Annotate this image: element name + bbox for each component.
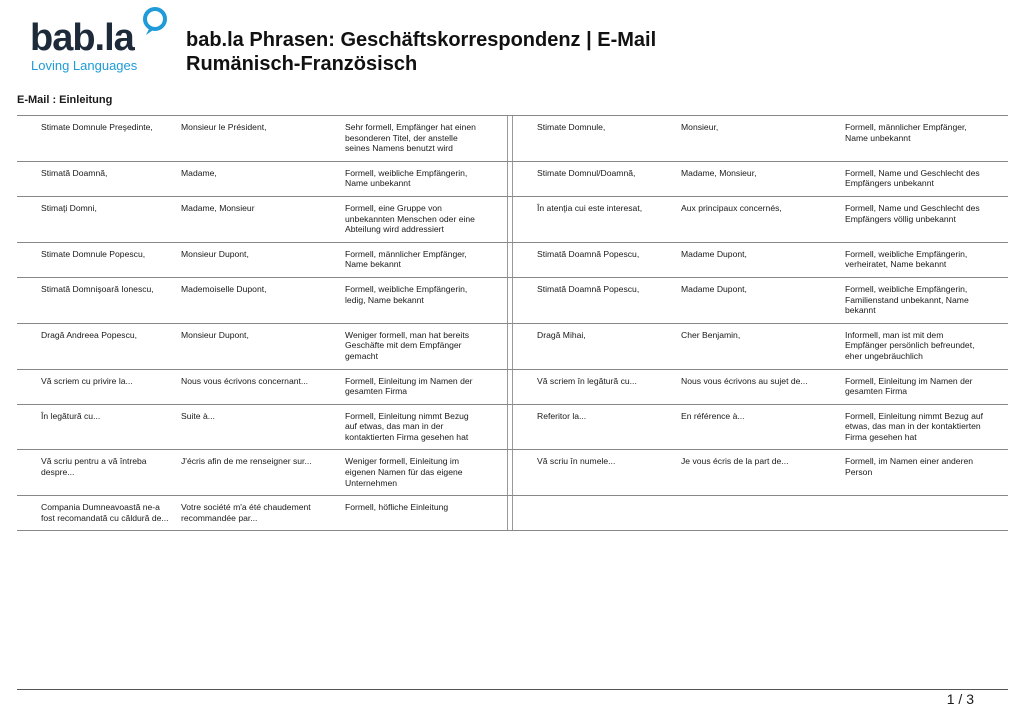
table-row (17, 496, 1008, 531)
phrase-entry-left (17, 162, 507, 196)
usage-note: Formell, höfliche Einleitung (345, 502, 449, 513)
french-phrase: J'écris afin de me renseigner sur... (181, 456, 312, 467)
french-phrase: Nous vous écrivons au sujet de... (681, 375, 808, 386)
phrase-entry-left (17, 243, 507, 277)
usage-note: Sehr formell, Empfänger hat einen besonderen Titel, der anstelle seines Namens benutzt wird (345, 122, 476, 154)
french-phrase: Mademoiselle Dupont, (181, 283, 267, 294)
phrase-table (17, 115, 1008, 531)
romanian-phrase: Referitor la... (537, 410, 587, 421)
romanian-phrase: Stimate Domnul/Doamnă, (537, 167, 636, 178)
usage-note: Informell, man ist mit dem Empfänger persönlich befreundet, eher ungebräuchlich (845, 329, 975, 361)
page-number: 1 / 3 (946, 691, 974, 707)
french-phrase: Monsieur Dupont, (181, 248, 249, 259)
table-row (17, 324, 1008, 370)
phrase-entry-right (513, 370, 1008, 404)
romanian-phrase: Stimate Domnule Preşedinte, (41, 122, 153, 132)
romanian-phrase: Stimate Domnule, (537, 122, 606, 132)
french-phrase: Je vous écris de la part de... (681, 456, 789, 467)
romanian-phrase: Dragă Andreea Popescu, (41, 329, 138, 340)
table-row (17, 243, 1008, 278)
speech-bubble-icon (140, 6, 170, 36)
usage-note: Formell, männlicher Empfänger, Name unbekannt (845, 122, 967, 143)
table-row (17, 370, 1008, 405)
romanian-phrase: În atenţia cui este interesat, (537, 202, 643, 213)
phrase-entry-left (17, 324, 507, 369)
romanian-phrase: Stimată Doamnă Popescu, (537, 248, 640, 259)
phrase-entry-left (17, 405, 507, 450)
phrase-entry-left (17, 370, 507, 404)
phrase-entry-left (17, 496, 507, 530)
phrase-entry-right (513, 116, 1008, 161)
french-phrase: Nous vous écrivons concernant... (181, 375, 309, 386)
usage-note: Weniger formell, man hat bereits Geschäfte mit dem Empfänger gemacht (345, 329, 470, 361)
phrase-entry-left (17, 450, 507, 495)
phrase-entry-right (513, 324, 1008, 369)
french-phrase: Madame, Monsieur (181, 202, 255, 213)
romanian-phrase: Vă scriu pentru a vă întreba despre... (41, 456, 147, 478)
phrase-entry-right (513, 243, 1008, 277)
usage-note: Formell, weibliche Empfängerin, verheiratet, Name bekannt (845, 248, 968, 270)
usage-note: Formell, weibliche Empfängerin, ledig, Name bekannt (345, 283, 468, 305)
babla-logo[interactable] (30, 6, 180, 76)
french-phrase: Votre société m'a été chaudement recommandée par... (181, 502, 311, 523)
usage-note: Formell, weibliche Empfängerin, Familienstand unbekannt, Name bekannt (845, 283, 969, 316)
phrase-entry-right (513, 405, 1008, 450)
french-phrase: Monsieur le Président, (181, 122, 267, 132)
phrase-entry-right (513, 496, 1008, 530)
logo-tagline: Loving Languages (31, 58, 138, 73)
phrase-entry-left (17, 116, 507, 161)
usage-note: Formell, Einleitung nimmt Bezug auf etwas, das man in der kontaktierten Firma gesehen hat (345, 410, 469, 442)
french-phrase: Monsieur, (681, 122, 719, 132)
usage-note: Formell, männlicher Empfänger, Name bekannt (345, 248, 467, 270)
table-row (17, 197, 1008, 243)
romanian-phrase: Vă scriu în numele... (537, 456, 616, 467)
romanian-phrase: Vă scriem cu privire la... (41, 375, 133, 386)
french-phrase: Monsieur Dupont, (181, 329, 249, 340)
table-row (17, 115, 1008, 162)
french-phrase: Suite à... (181, 410, 215, 421)
title-line-1: bab.la Phrasen: Geschäftskorrespondenz | E-Mail (186, 29, 657, 51)
usage-note: Formell, Name und Geschlecht des Empfängers unbekannt (845, 167, 980, 189)
romanian-phrase: Stimaţi Domni, (41, 202, 97, 213)
logo-wordmark: bab.la (30, 17, 134, 59)
french-phrase: Madame Dupont, (681, 283, 747, 294)
usage-note: Formell, Einleitung im Namen der gesamten Firma (845, 375, 973, 397)
romanian-phrase: Vă scriem în legătură cu... (537, 375, 637, 386)
usage-note: Formell, Name und Geschlecht des Empfängers völlig unbekannt (845, 202, 980, 224)
section-heading: E-Mail : Einleitung (17, 94, 113, 106)
usage-note: Formell, weibliche Empfängerin, Name unbekannt (345, 167, 468, 189)
romanian-phrase: Stimată Domnişoară Ionescu, (41, 283, 154, 294)
usage-note: Weniger formell, Einleitung im eigenen Namen für das eigene Unternehmen (345, 456, 463, 488)
phrase-entry-right (513, 450, 1008, 495)
table-row (17, 450, 1008, 496)
romanian-phrase: În legătură cu... (41, 410, 101, 421)
usage-note: Formell, eine Gruppe von unbekannten Menschen oder eine Abteilung wird addressiert (345, 202, 475, 235)
french-phrase: Aux principaux concernés, (681, 202, 782, 213)
romanian-phrase: Compania Dumneavoastă ne-a fost recomandată cu căldură de... (41, 502, 169, 523)
phrase-entry-right (513, 162, 1008, 196)
phrase-entry-left (17, 197, 507, 242)
table-row (17, 162, 1008, 197)
romanian-phrase: Stimată Doamnă, (41, 167, 108, 178)
title-line-2: Rumänisch-Französisch (186, 53, 418, 75)
usage-note: Formell, Einleitung nimmt Bezug auf etwas, das man in der kontaktierten Firma gesehen hat (845, 410, 984, 442)
table-row (17, 278, 1008, 324)
phrase-entry-left (17, 278, 507, 323)
french-phrase: Madame Dupont, (681, 248, 747, 259)
romanian-phrase: Stimată Doamnă Popescu, (537, 283, 640, 294)
romanian-phrase: Stimate Domnule Popescu, (41, 248, 146, 259)
french-phrase: Madame, Monsieur, (681, 167, 757, 178)
french-phrase: En référence à... (681, 410, 745, 421)
french-phrase: Madame, (181, 167, 217, 178)
footer-rule (17, 689, 1008, 690)
usage-note: Formell, im Namen einer anderen Person (845, 456, 974, 478)
phrase-entry-right (513, 197, 1008, 242)
phrase-entry-right (513, 278, 1008, 323)
table-row (17, 405, 1008, 451)
page-title (186, 28, 656, 76)
usage-note: Formell, Einleitung im Namen der gesamten Firma (345, 375, 473, 397)
french-phrase: Cher Benjamin, (681, 329, 741, 340)
romanian-phrase: Dragă Mihai, (537, 329, 586, 340)
